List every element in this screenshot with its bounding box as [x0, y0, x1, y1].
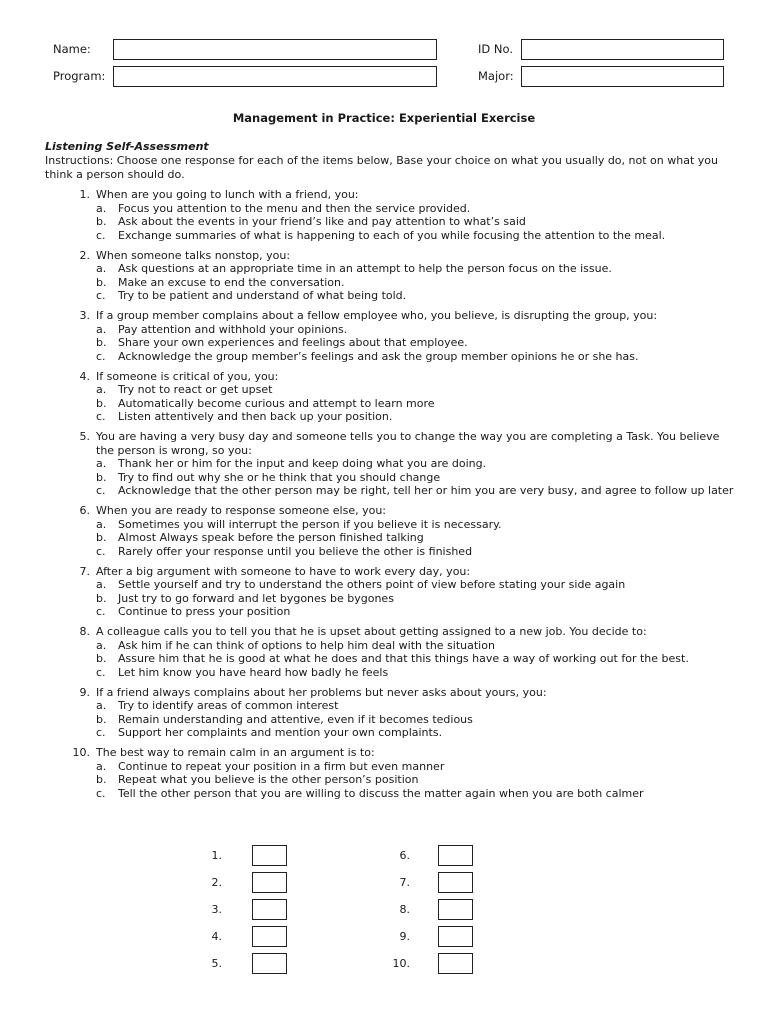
answer-box-2[interactable]	[252, 872, 287, 893]
option-item	[96, 410, 735, 424]
answer-box-8[interactable]	[438, 899, 473, 920]
answer-box-7[interactable]	[438, 872, 473, 893]
option-letter: a.	[96, 457, 107, 470]
major-label: Major:	[478, 69, 514, 83]
option-letter: a.	[96, 262, 107, 275]
option-item	[96, 518, 735, 532]
option-item	[96, 713, 735, 727]
question-number: 4.	[79, 369, 90, 383]
option-item	[96, 276, 735, 290]
option-letter: c.	[96, 349, 106, 363]
option-item	[96, 592, 735, 606]
answer-label: 4.	[211, 930, 222, 943]
option-item	[96, 229, 735, 243]
option-text: Acknowledge the group member’s feelings and ask the group member opinions he or she has.	[118, 349, 639, 363]
option-text: Assure him that he is good at what he does and that this things have a way of working out for the best.	[118, 652, 689, 665]
option-letter: c.	[96, 484, 106, 497]
name-label: Name:	[53, 42, 91, 56]
option-letter: a.	[96, 201, 107, 215]
option-text: Try to find out why she or he think that you should change	[118, 470, 441, 484]
option-text: Ask questions at an appropriate time in an attempt to help the person focus on the issue.	[118, 262, 612, 275]
option-item	[96, 289, 735, 303]
question-list	[45, 188, 735, 807]
option-letter: a.	[96, 638, 107, 652]
answer-box-9[interactable]	[438, 926, 473, 947]
option-text: Ask about the events in your friend’s like and pay attention to what’s said	[118, 215, 526, 228]
major-field[interactable]	[521, 66, 724, 87]
option-letter: b.	[96, 396, 107, 410]
option-letter: c.	[96, 786, 106, 800]
option-item	[96, 484, 735, 498]
option-item	[96, 336, 735, 350]
option-text: Support her complaints and mention your own complaints.	[118, 726, 443, 739]
option-item	[96, 787, 735, 801]
answer-box-1[interactable]	[252, 845, 287, 866]
name-field[interactable]	[113, 39, 437, 60]
option-text: Make an excuse to end the conversation.	[118, 275, 345, 289]
option-item	[96, 605, 735, 619]
option-letter: c.	[96, 289, 106, 302]
option-text: Thank her or him for the input and keep doing what you are doing.	[118, 457, 487, 470]
option-letter: b.	[96, 215, 107, 228]
option-text: Try to identify areas of common interest	[118, 699, 339, 712]
option-letter: b.	[96, 712, 107, 726]
question-number: 5.	[79, 430, 90, 443]
answer-box-4[interactable]	[252, 926, 287, 947]
question-text: You are having a very busy day and someone tells you to change the way you are completing a Task. You believe the person is wrong, so you:	[96, 430, 720, 457]
option-letter: c.	[96, 544, 106, 558]
option-text: Settle yourself and try to understand the others point of view before stating your side again	[118, 578, 626, 591]
id-label: ID No.	[478, 42, 513, 56]
option-letter: c.	[96, 665, 106, 679]
option-letter: c.	[96, 605, 106, 618]
option-text: Exchange summaries of what is happening to each of you while focusing the attention to the meal.	[118, 228, 666, 242]
question-number: 9.	[79, 685, 90, 699]
question-item	[45, 430, 735, 498]
question-item	[45, 625, 735, 679]
option-text: Continue to repeat your position in a firm but even manner	[118, 759, 445, 773]
option-letter: a.	[96, 322, 107, 336]
option-item	[96, 350, 735, 364]
option-text: Listen attentively and then back up your position.	[118, 410, 393, 423]
option-item	[96, 545, 735, 559]
question-number: 2.	[79, 248, 90, 262]
question-number: 7.	[79, 564, 90, 578]
question-text: A colleague calls you to tell you that he is upset about getting assigned to a new job. You decide to:	[96, 625, 647, 638]
option-letter: b.	[96, 652, 107, 665]
option-letter: b.	[96, 275, 107, 289]
question-text: If a friend always complains about her problems but never asks about yours, you:	[96, 685, 547, 699]
question-text: If a group member complains about a fellow employee who, you believe, is disrupting the group, you:	[96, 309, 658, 322]
option-item	[96, 202, 735, 216]
answer-box-3[interactable]	[252, 899, 287, 920]
question-item	[45, 686, 735, 740]
answer-label: 10.	[392, 957, 410, 970]
option-item	[96, 666, 735, 680]
option-item	[96, 457, 735, 471]
option-letter: b.	[96, 531, 107, 544]
option-letter: c.	[96, 410, 106, 423]
answer-label: 7.	[399, 876, 410, 889]
program-field[interactable]	[113, 66, 437, 87]
question-number: 10.	[72, 746, 90, 759]
option-text: Pay attention and withhold your opinions.	[118, 322, 348, 336]
option-item	[96, 215, 735, 229]
option-text: Ask him if he can think of options to help him deal with the situation	[118, 638, 495, 652]
answer-label: 8.	[399, 903, 410, 916]
option-text: Repeat what you believe is the other person’s position	[118, 773, 419, 786]
question-number: 8.	[79, 625, 90, 638]
question-item	[45, 188, 735, 242]
question-text: If someone is critical of you, you:	[96, 369, 279, 383]
option-text: Share your own experiences and feelings about that employee.	[118, 336, 468, 349]
option-text: Rarely offer your response until you believe the other is finished	[118, 544, 473, 558]
answer-label: 2.	[211, 876, 222, 889]
option-item	[96, 726, 735, 740]
answer-label: 3.	[211, 903, 222, 916]
question-item	[45, 504, 735, 558]
option-text: Try to be patient and understand of what being told.	[118, 289, 407, 302]
option-item	[96, 262, 735, 276]
option-item	[96, 639, 735, 653]
option-letter: a.	[96, 699, 107, 712]
question-text: The best way to remain calm in an argument is to:	[96, 746, 375, 759]
answer-label: 9.	[399, 930, 410, 943]
section-subtitle: Listening Self-Assessment	[45, 140, 209, 153]
option-letter: a.	[96, 578, 107, 591]
option-letter: a.	[96, 759, 107, 773]
question-item	[45, 565, 735, 619]
option-letter: c.	[96, 726, 106, 739]
option-letter: a.	[96, 383, 107, 396]
question-number: 6.	[79, 504, 90, 517]
option-text: Sometimes you will interrupt the person if you believe it is necessary.	[118, 517, 502, 531]
option-text: Tell the other person that you are willing to discuss the matter again when you are both calmer	[118, 786, 644, 800]
question-item	[45, 746, 735, 800]
option-item	[96, 397, 735, 411]
option-item	[96, 578, 735, 592]
instructions: Instructions: Choose one response for each of the items below, Base your choice on what you usually do, not on what you think a person should do.	[45, 154, 718, 181]
option-letter: b.	[96, 591, 107, 605]
option-text: Let him know you have heard how badly he feels	[118, 665, 389, 679]
option-text: Automatically become curious and attempt to learn more	[118, 396, 435, 410]
question-item	[45, 309, 735, 363]
question-item	[45, 249, 735, 303]
answer-box-10[interactable]	[438, 953, 473, 974]
option-letter: b.	[96, 336, 107, 349]
page-title: Management in Practice: Experiential Exercise	[232, 111, 536, 125]
option-letter: b.	[96, 773, 107, 786]
option-letter: c.	[96, 228, 106, 242]
question-text: When are you going to lunch with a friend, you:	[96, 188, 359, 201]
id-field[interactable]	[521, 39, 724, 60]
question-number: 3.	[79, 309, 90, 322]
question-text: When someone talks nonstop, you:	[96, 248, 291, 262]
option-item	[96, 323, 735, 337]
option-text: Acknowledge that the other person may be right, tell her or him you are very busy, and agree to follow up later	[118, 484, 734, 497]
option-item	[96, 773, 735, 787]
answer-box-6[interactable]	[438, 845, 473, 866]
question-text: When you are ready to response someone else, you:	[96, 504, 386, 517]
option-letter: b.	[96, 470, 107, 484]
option-letter: a.	[96, 517, 107, 531]
question-number: 1.	[79, 188, 90, 201]
option-item	[96, 699, 735, 713]
option-text: Continue to press your position	[118, 605, 291, 618]
answer-label: 5.	[211, 957, 222, 970]
option-text: Almost Always speak before the person finished talking	[118, 531, 424, 544]
option-item	[96, 383, 735, 397]
option-text: Try not to react or get upset	[118, 383, 273, 396]
answer-label: 6.	[399, 849, 410, 862]
option-item	[96, 760, 735, 774]
question-item	[45, 370, 735, 424]
answer-box-5[interactable]	[252, 953, 287, 974]
program-label: Program:	[53, 69, 106, 83]
answer-label: 1.	[211, 849, 222, 862]
option-item	[96, 652, 735, 666]
option-item	[96, 531, 735, 545]
option-text: Focus you attention to the menu and then the service provided.	[118, 201, 471, 215]
question-text: After a big argument with someone to have to work every day, you:	[96, 564, 471, 578]
option-item	[96, 471, 735, 485]
option-text: Just try to go forward and let bygones be bygones	[118, 591, 394, 605]
option-text: Remain understanding and attentive, even if it becomes tedious	[118, 712, 473, 726]
